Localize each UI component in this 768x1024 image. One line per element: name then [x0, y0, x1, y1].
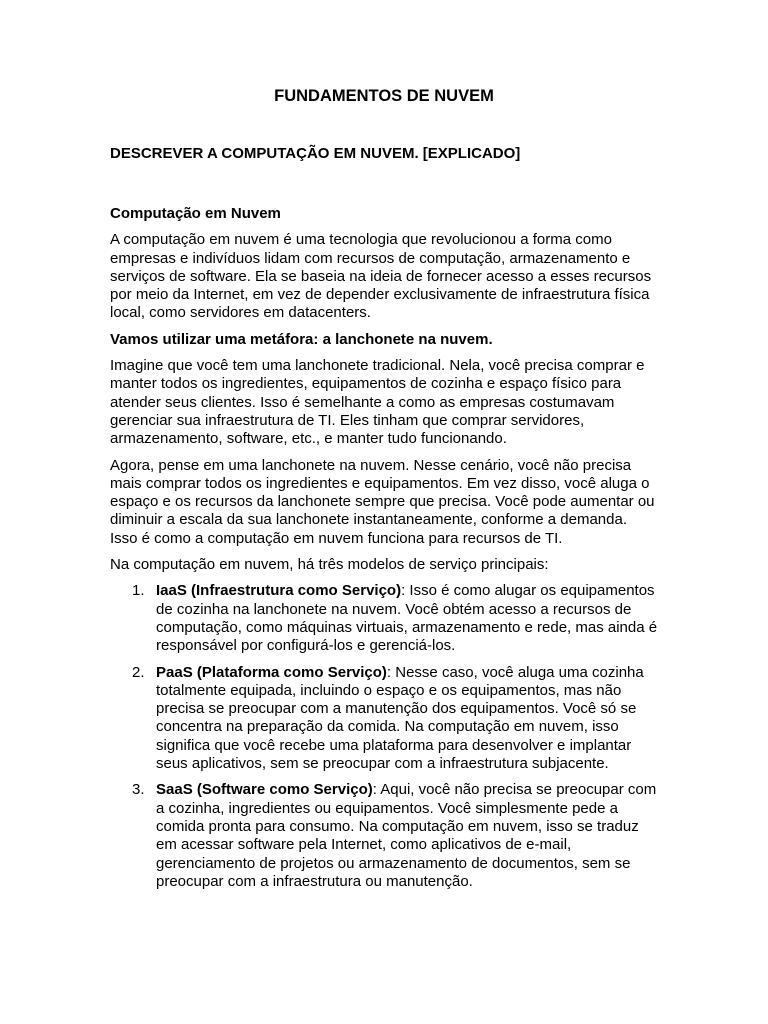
model-term: IaaS (Infraestrutura como Serviço) [156, 582, 402, 600]
list-item-paas [110, 664, 658, 774]
model-description: : Aqui, você não precisa se preocupar com a cozinha, ingredientes ou equipamentos. Você simplesmente pede a comida pronta para consumo. Na computação em nuvem, isso se traduz em acessar software pela Internet, como aplicativos de e-mail, gerenciamento de projetos ou armazenamento de documentos, sem se preocupar com a infraestrutura ou manutenção. [156, 781, 657, 890]
document-title: FUNDAMENTOS DE NUVEM [274, 87, 494, 105]
list-item-saas [110, 781, 658, 891]
list-item-iaas [110, 582, 658, 655]
list-number: 3. [132, 781, 145, 799]
model-term: SaaS (Software como Serviço) [156, 781, 373, 799]
metaphor-line: Vamos utilizar uma metáfora: a lanchonete na nuvem. [110, 330, 493, 348]
model-term: PaaS (Plataforma como Serviço) [156, 663, 387, 681]
service-models-list [110, 582, 658, 891]
list-number: 2. [132, 663, 145, 681]
document-body [110, 205, 658, 899]
intro-paragraph: A computação em nuvem é uma tecnologia que revolucionou a forma como empresas e indivíduos lidam com recursos de computação, armazenamento e serviços de software. Ela se baseia na ideia de fornecer acesso a esses recursos por meio da Internet, em vez de depender exclusivamente de infraestrutura física local, como servidores em datacenters. [110, 231, 652, 322]
document-subtitle: DESCREVER A COMPUTAÇÃO EM NUVEM. [EXPLICADO] [110, 145, 521, 162]
list-number: 1. [132, 582, 145, 600]
model-description: : Isso é como alugar os equipamentos de cozinha na lanchonete na nuvem. Você obtém acesso a recursos de computação, como máquinas virtuais, armazenamento e rede, mas ainda é responsável por configurá-los e gerenciá-los. [156, 582, 658, 655]
models-intro: Na computação em nuvem, há três modelos de serviço principais: [110, 556, 549, 574]
model-description: : Nesse caso, você aluga uma cozinha totalmente equipada, incluindo o espaço e os equipamentos, mas não precisa se preocupar com a manutenção dos equipamentos. Você só se concentra na preparação da comida. Na computação em nuvem, isso significa que você recebe uma plataforma para desenvolver e implantar seus aplicativos, sem se preocupar com a infraestrutura subjacente. [156, 663, 644, 773]
section-heading: Computação em Nuvem [110, 205, 281, 222]
traditional-paragraph: Imagine que você tem uma lanchonete tradicional. Nela, você precisa comprar e manter todos os ingredientes, equipamentos de cozinha e espaço físico para atender seus clientes. Isso é semelhante a como as empresas costumavam gerenciar sua infraestrutura de TI. Eles tinham que comprar servidores, armazenamento, software, etc., e manter tudo funcionando. [110, 357, 645, 448]
cloud-paragraph: Agora, pense em uma lanchonete na nuvem. Nesse cenário, você não precisa mais comprar todos os ingredientes e equipamentos. Em vez disso, você aluga o espaço e os recursos da lanchonete sempre que precisa. Você pode aumentar ou diminuir a escala da sua lanchonete instantaneamente, conforme a demanda. Isso é como a computação em nuvem funciona para recursos de TI. [110, 456, 655, 547]
